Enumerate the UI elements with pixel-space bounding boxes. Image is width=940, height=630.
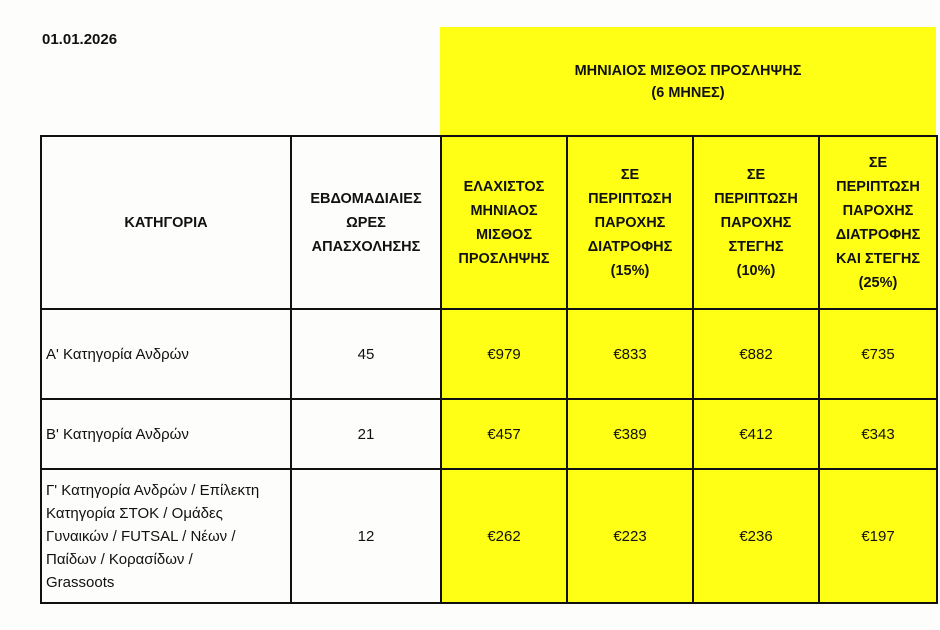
food-cell: €223 bbox=[567, 469, 693, 603]
min-salary-cell: €457 bbox=[441, 399, 567, 469]
category-cell: Β' Κατηγορία Ανδρών bbox=[41, 399, 291, 469]
salary-header-band bbox=[440, 27, 936, 135]
hours-cell: 12 bbox=[291, 469, 441, 603]
header-category: ΚΑΤΗΓΟΡΙΑ bbox=[41, 136, 291, 309]
band-title bbox=[440, 60, 936, 104]
hours-cell: 21 bbox=[291, 399, 441, 469]
header-food: ΣΕ ΠΕΡΙΠΤΩΣΗ ΠΑΡΟΧΗΣ ΔΙΑΤΡΟΦΗΣ (15%) bbox=[567, 136, 693, 309]
header-food-housing: ΣΕ ΠΕΡΙΠΤΩΣΗ ΠΑΡΟΧΗΣ ΔΙΑΤΡΟΦΗΣ ΚΑΙ ΣΤΕΓΗΣ (25%) bbox=[819, 136, 937, 309]
food-cell: €389 bbox=[567, 399, 693, 469]
housing-cell: €882 bbox=[693, 309, 819, 399]
housing-cell: €412 bbox=[693, 399, 819, 469]
food-housing-cell: €343 bbox=[819, 399, 937, 469]
food-housing-cell: €197 bbox=[819, 469, 937, 603]
band-title-line1: ΜΗΝΙΑΙΟΣ ΜΙΣΘΟΣ ΠΡΟΣΛΗΨΗΣ bbox=[574, 63, 802, 79]
table-row bbox=[41, 399, 937, 469]
band-title-line2: (6 ΜΗΝΕΣ) bbox=[651, 85, 725, 101]
category-cell: Α' Κατηγορία Ανδρών bbox=[41, 309, 291, 399]
salary-table bbox=[40, 135, 938, 604]
hours-cell: 45 bbox=[291, 309, 441, 399]
document-date: 01.01.2026 bbox=[42, 31, 118, 48]
table-row bbox=[41, 469, 937, 603]
header-min-salary: ΕΛΑΧΙΣΤΟΣ ΜΗΝΙΑΟΣ ΜΙΣΘΟΣ ΠΡΟΣΛΗΨΗΣ bbox=[441, 136, 567, 309]
table-row bbox=[41, 309, 937, 399]
category-cell: Γ' Κατηγορία Ανδρών / Επίλεκτη Κατηγορία ΣΤΟΚ / Ομάδες Γυναικών / FUTSAL / Νέων / Παίδων / Κορασίδων / Grassoots bbox=[41, 469, 291, 603]
housing-cell: €236 bbox=[693, 469, 819, 603]
table-header-row bbox=[41, 136, 937, 309]
min-salary-cell: €262 bbox=[441, 469, 567, 603]
min-salary-cell: €979 bbox=[441, 309, 567, 399]
food-housing-cell: €735 bbox=[819, 309, 937, 399]
food-cell: €833 bbox=[567, 309, 693, 399]
header-hours: ΕΒΔΟΜΑΔΙΑΙΕΣ ΩΡΕΣ ΑΠΑΣΧΟΛΗΣΗΣ bbox=[291, 136, 441, 309]
header-housing: ΣΕ ΠΕΡΙΠΤΩΣΗ ΠΑΡΟΧΗΣ ΣΤΕΓΗΣ (10%) bbox=[693, 136, 819, 309]
